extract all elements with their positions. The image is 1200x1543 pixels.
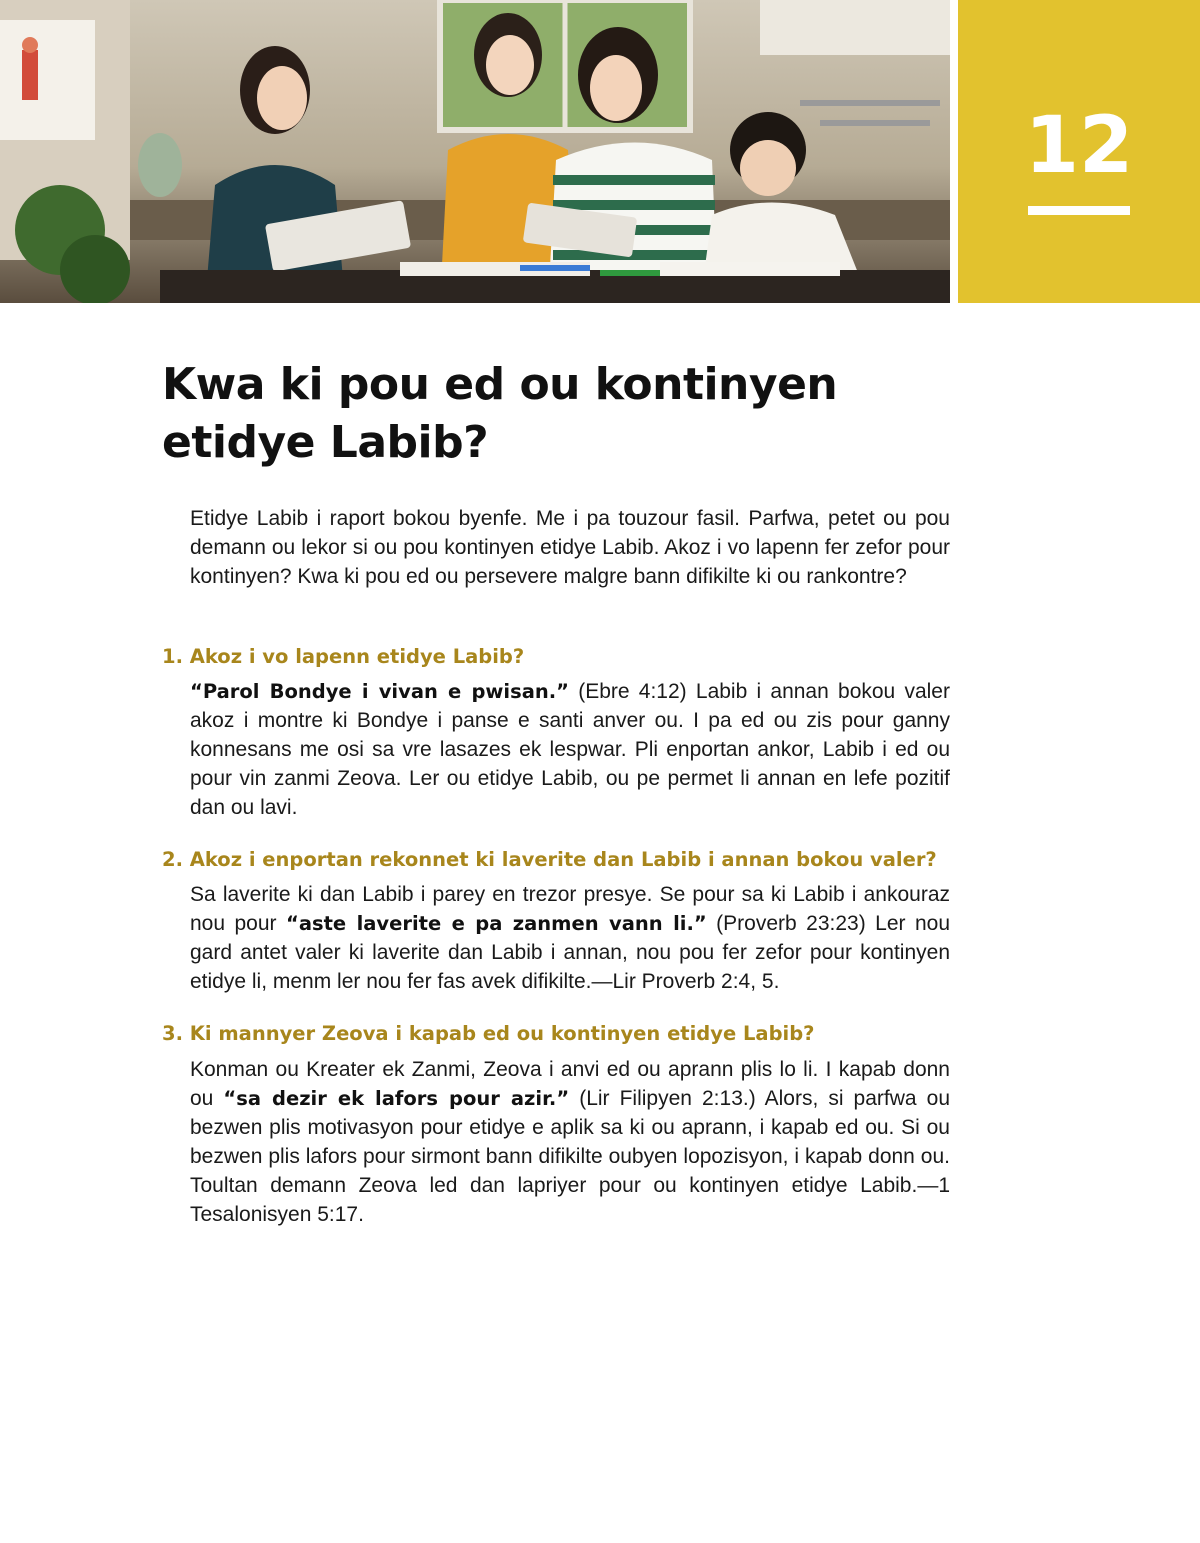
question-1: 1. Akoz i vo lapenn etidye Labib? — [162, 645, 525, 668]
kitchen-cabinet — [760, 0, 950, 55]
answer-1 — [190, 677, 950, 822]
answer-2 — [190, 880, 950, 996]
intro-paragraph: Etidye Labib i raport bokou byenfe. Me i pa touzour fasil. Parfwa, petet ou pou demann ou lekor si ou pou kontinyen etidye Labib. Akoz i vo lapenn fer zefor pour kontinyen? Kwa ki pou ed ou persevere malgre bann difikilte ki ou rankontre? — [190, 507, 950, 588]
title-line-1: Kwa ki pou ed ou kontinyen — [162, 359, 838, 410]
quote-1: “Parol Bondye i vivan e pwisan.” — [190, 680, 569, 703]
chapter-underline — [1028, 206, 1130, 215]
answer-2-text-after: (Proverb 23:23) Ler nou gard antet valer ki laverite dan Labib i annan, nou pou fer zefor pour kontinyen etidye li, menm ler nou fer fas avek difikilte.—Lir Proverb 2:4, 5. — [190, 912, 951, 993]
study-scene-illustration — [0, 0, 950, 303]
answer-3 — [190, 1055, 950, 1229]
hero-photo — [0, 0, 950, 303]
question-2: 2. Akoz i enportan rekonnet ki laverite dan Labib i annan bokou valer? — [162, 848, 937, 871]
chapter-number: 12 — [1024, 101, 1134, 191]
question-3: 3. Ki mannyer Zeova i kapab ed ou kontinyen etidye Labib? — [162, 1022, 815, 1045]
chapter-badge — [958, 0, 1200, 303]
title-line-2: etidye Labib? — [162, 417, 489, 468]
child-drawing — [0, 20, 95, 140]
answer-2-text-before: Sa laverite ki dan Labib i parey en trezor presye. Se pour sa ki Labib i ankouraz nou pour — [190, 883, 950, 935]
page-title — [162, 356, 922, 472]
quote-2: “aste laverite e pa zanmen vann li.” — [286, 912, 707, 935]
kettle — [138, 133, 182, 197]
answer-1-text: (Ebre 4:12) Labib i annan bokou valer akoz i montre ki Bondye i panse e santi anver ou. I pa ed ou zis pour ganny konnesans me osi sa vre lasazes ek lespwar. Pli enportan ankor, Labib i ed ou pour vin zanmi Zeova. Ler ou etidye Labib, ou pe permet li annan en lefe pozitif dan ou lavi. — [190, 680, 950, 819]
answer-3-text-after: (Lir Filipyen 2:13.) Alors, si parfwa ou bezwen plis motivasyon pour etidye e aplik sa ki ou aprann, i kapab ed ou. Si ou bezwen plis lafors pour sirmont bann difikilte oubyen lopozisyon, i kapab donn ou. Toultan demann Zeova led dan lapriyer pour ou kontinyen etidye Labib.—1 Tesalonisyen 5:17. — [190, 1087, 950, 1226]
answer-3-text-before: Konman ou Kreater ek Zanmi, Zeova i anvi ed ou aprann plis lo li. I kapab donn ou — [190, 1058, 950, 1110]
quote-3: “sa dezir ek lafors pour azir.” — [223, 1087, 570, 1110]
